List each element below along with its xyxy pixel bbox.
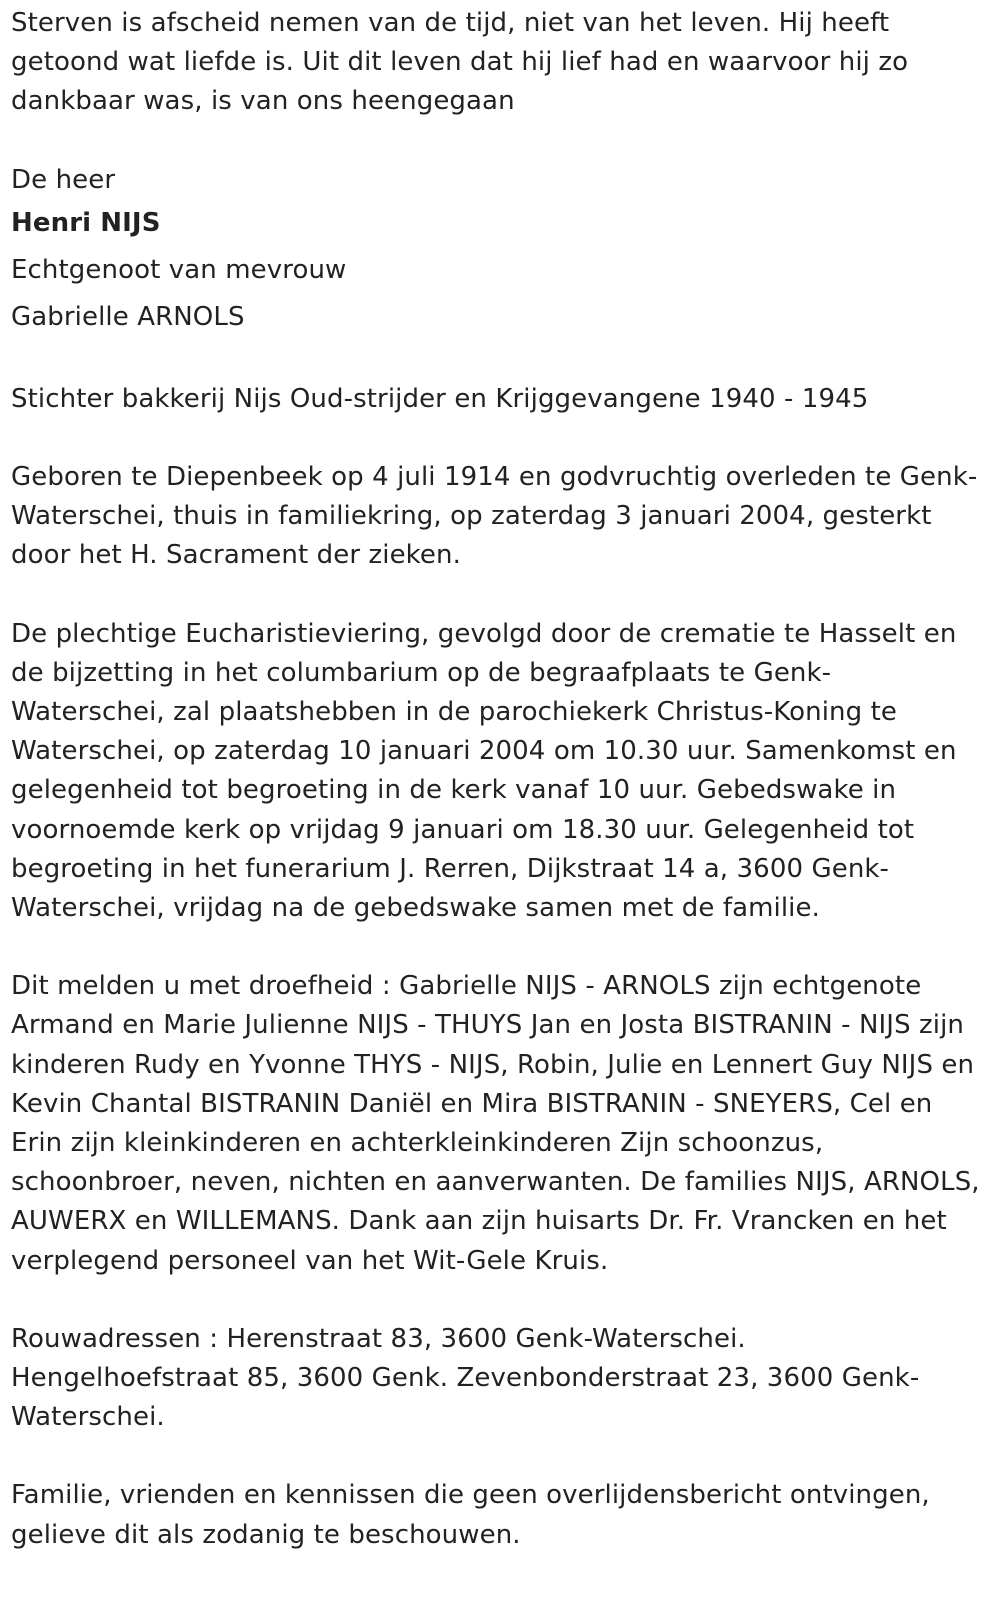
ceremony-paragraph: De plechtige Eucharistieviering, gevolgd door de crematie te Hasselt en de bijzetting in het columbarium op de begraafplaats te Genk-Waterschei, zal plaatshebben in de parochiekerk Christus-Koning te Waterschei, op zaterdag 10 januari 2004 om 10.30 uur. Samenkomst en gelegenheid tot begroeting in de kerk vanaf 10 uur. Gebedswake in voornoemde kerk op vrijdag 9 januari om 18.30 uur. Gelegenheid tot begroeting in het funerarium J. Rerren, Dijkstraat 14 a, 3600 Genk-Waterschei, vrijdag na de gebedswake samen met de familie. xyxy=(11,618,957,924)
spouse-label: Echtgenoot van mevrouw xyxy=(11,254,347,285)
deceased-name: Henri NIJS xyxy=(11,207,161,238)
spouse-name: Gabrielle ARNOLS xyxy=(11,301,245,332)
opening-paragraph: Sterven is afscheid nemen van de tijd, niet van het leven. Hij heeft getoond wat liefde is. Uit dit leven dat hij lief had en waarvoor hij zo dankbaar was, is van ons heengegaan xyxy=(11,8,909,117)
honorific-title: De heer xyxy=(11,164,116,195)
addresses-paragraph: Rouwadressen : Herenstraat 83, 3600 Genk-Waterschei. Hengelhoefstraat 85, 3600 Genk. Zevenbonderstraat 23, 3600 Genk-Waterschei. xyxy=(11,1323,920,1433)
closing-paragraph: Familie, vrienden en kennissen die geen overlijdensbericht ontvingen, gelieve dit als zodanig te beschouwen. xyxy=(11,1480,930,1550)
family-paragraph: Dit melden u met droefheid : Gabrielle NIJS - ARNOLS zijn echtgenote Armand en Marie Julienne NIJS - THUYS Jan en Josta BISTRANIN - NIJS zijn kinderen Rudy en Yvonne THYS - NIJS, Robin, Julie en Lennert Guy NIJS en Kevin Chantal BISTRANIN Daniël en Mira BISTRANIN - SNEYERS, Cel en Erin zijn kleinkinderen en achterkleinkinderen Zijn schoonzus, schoonbroer, neven, nichten en aanverwanten. De families NIJS, ARNOLS, AUWERX en WILLEMANS. Dank aan zijn huisarts Dr. Fr. Vrancken en het verplegend personeel van het Wit-Gele Kruis. xyxy=(11,971,980,1276)
birth-death-paragraph: Geboren te Diepenbeek op 4 juli 1914 en godvruchtig overleden te Genk-Waterschei, thuis in familiekring, op zaterdag 3 januari 2004, gesterkt door het H. Sacrament der zieken. xyxy=(11,462,978,571)
occupation-line: Stichter bakkerij Nijs Oud-strijder en Krijggevangene 1940 - 1945 xyxy=(11,383,869,414)
